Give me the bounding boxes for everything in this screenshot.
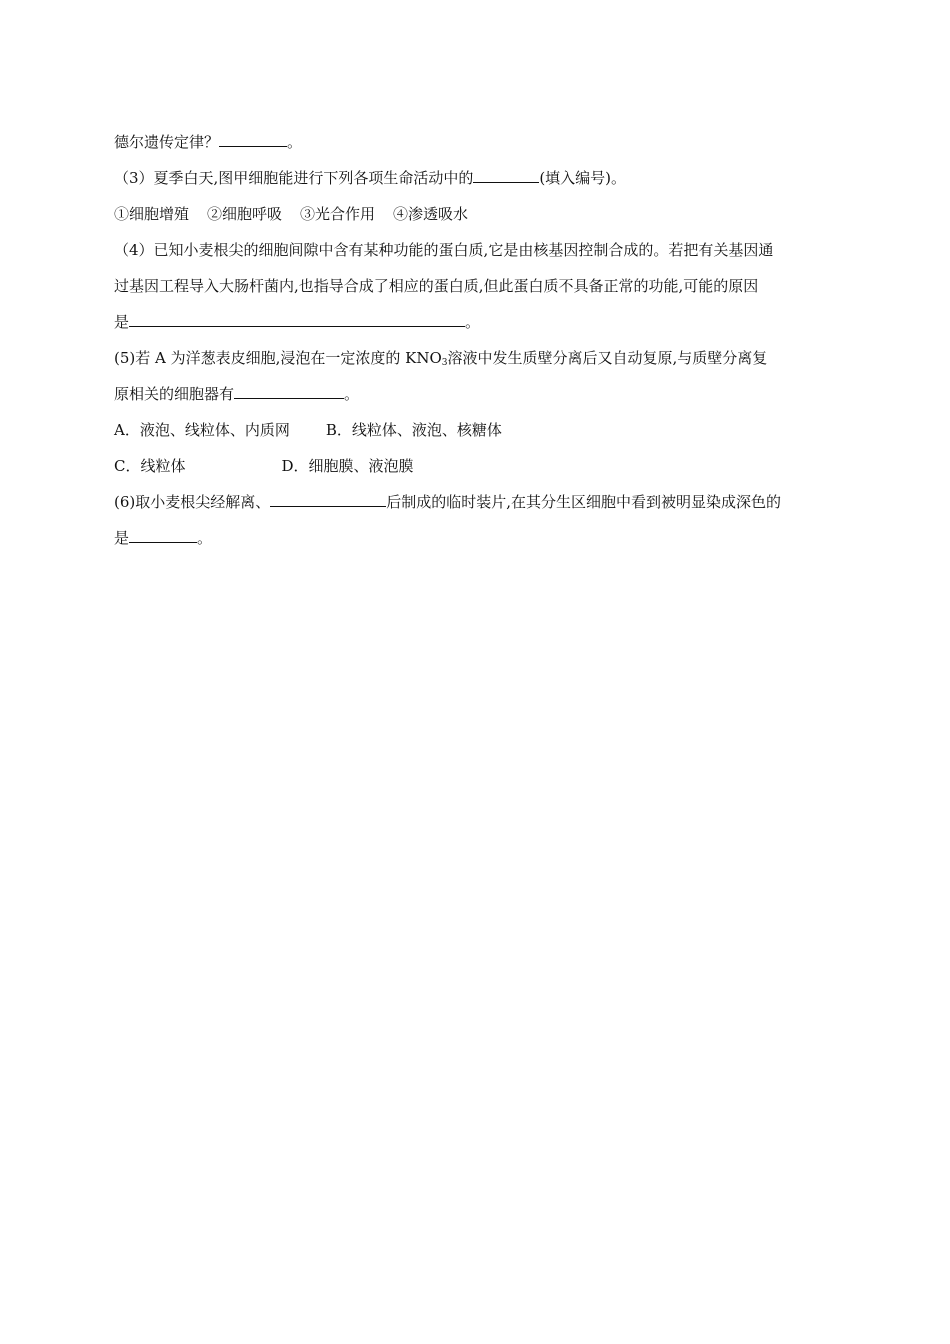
text: 溶液中发生质壁分离后又自动复原,与质壁分离复 (447, 349, 768, 367)
question-5-options-ab (114, 412, 838, 448)
text: （3）夏季白天,图甲细胞能进行下列各项生命活动中的 (114, 169, 474, 187)
option-3: ③光合作用 (300, 205, 376, 223)
text: (6)取小麦根尖经解离、 (114, 493, 271, 511)
text: 过基因工程导入大肠杆菌内,也指导合成了相应的蛋白质,但此蛋白质不具备正常的功能,可能的原因 (114, 277, 759, 295)
option-4: ④渗透吸水 (393, 205, 469, 223)
question-5-line-1 (114, 340, 838, 376)
answer-blank (234, 380, 344, 399)
answer-blank (129, 308, 465, 327)
question-4-line-1 (114, 232, 838, 268)
option-1: ①细胞增殖 (114, 205, 190, 223)
text: （4）已知小麦根尖的细胞间隙中含有某种功能的蛋白质,它是由核基因控制合成的。若把有关基因通 (114, 241, 774, 259)
text: 。 (465, 313, 481, 331)
question-3-options (114, 196, 838, 232)
answer-blank (129, 524, 197, 543)
answer-blank (270, 488, 386, 507)
text: 是 (114, 529, 130, 547)
option-d: D．细胞膜、液泡膜 (281, 457, 414, 475)
text: 。 (344, 385, 360, 403)
question-6-line-1 (114, 484, 838, 520)
text: 。 (287, 133, 303, 151)
text: 是 (114, 313, 130, 331)
option-c: C．线粒体 (114, 457, 186, 475)
option-a: A．液泡、线粒体、内质网 (114, 421, 290, 439)
question-4-line-2 (114, 268, 838, 304)
text: (填入编号)。 (539, 169, 627, 187)
question-5-options-cd (114, 448, 838, 484)
text: 原相关的细胞器有 (114, 385, 235, 403)
question-6-line-2 (114, 520, 838, 556)
text: 。 (197, 529, 213, 547)
answer-blank (473, 164, 539, 183)
text: 德尔遗传定律？ (114, 133, 220, 151)
question-body (114, 124, 838, 556)
text: 后制成的临时装片,在其分生区细胞中看到被明显染成深色的 (386, 493, 782, 511)
question-2-tail (114, 124, 838, 160)
subscript: 3 (441, 358, 448, 368)
question-5-line-2 (114, 376, 838, 412)
option-b: B．线粒体、液泡、核糖体 (325, 421, 502, 439)
question-4-line-3 (114, 304, 838, 340)
option-2: ②细胞呼吸 (207, 205, 283, 223)
answer-blank (219, 128, 287, 147)
question-3 (114, 160, 838, 196)
text: (5)若 A 为洋葱表皮细胞,浸泡在一定浓度的 KNO (114, 349, 442, 367)
